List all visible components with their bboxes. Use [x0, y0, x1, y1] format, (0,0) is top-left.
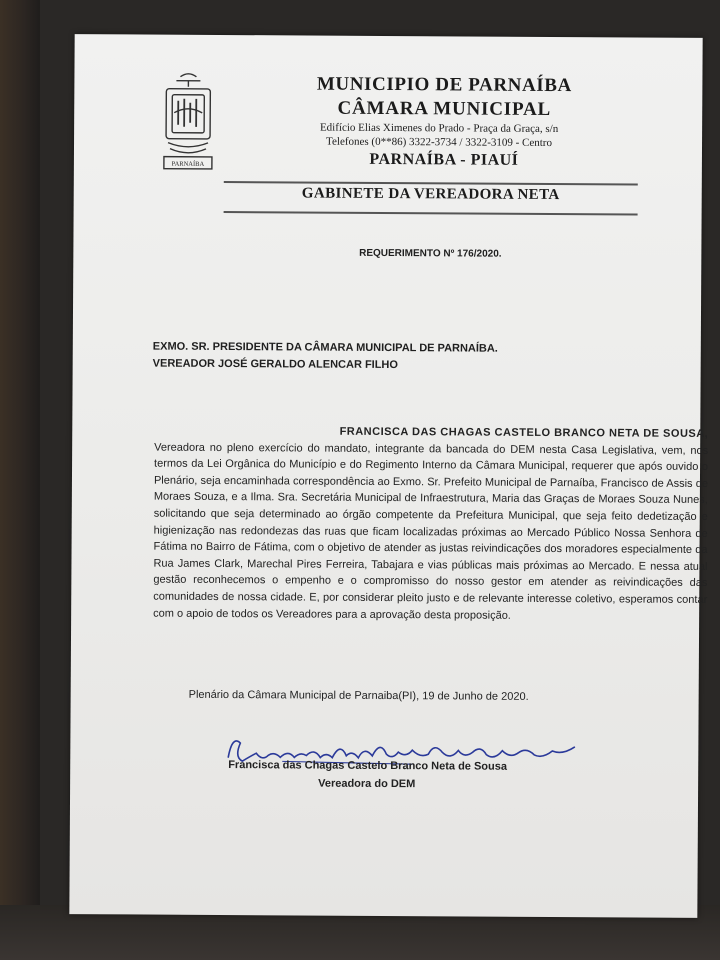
chamber-phones: Telefones (0**86) 3322-3734 / 3322-3109 - Centro	[326, 135, 553, 150]
header-rule-bottom	[224, 211, 638, 216]
request-number: REQUERIMENTO Nº 176/2020.	[359, 247, 502, 260]
signatory-name: Francisca das Chagas Castelo Branco Neta de Sousa	[228, 759, 508, 773]
table-surface-left	[0, 0, 40, 960]
city-state: PARNAÍBA - PIAUÍ	[369, 150, 519, 169]
coat-of-arms-seal	[158, 69, 219, 195]
chamber-title: CÂMARA MUNICIPAL	[337, 97, 552, 121]
request-body	[153, 423, 708, 626]
requester-name: FRANCISCA DAS CHAGAS CASTELO BRANCO NETA DE SOUSA,	[339, 425, 709, 440]
addressee-line-1: EXMO. SR. PRESIDENTE DA CÂMARA MUNICIPAL DE PARNAÍBA.	[152, 340, 498, 355]
addressee-line-2: VEREADOR JOSÉ GERALDO ALENCAR FILHO	[152, 357, 398, 372]
document-page	[69, 34, 709, 918]
request-body-text: Vereadora no pleno exercício do mandato, integrante da bancada do DEM nesta Casa Legislativa, vem, nos termos da Lei Orgânica do Município e do Regimento Interno da Câmara Municipal, requerer que após ouvido o Plenário, seja encaminhada correspondência ao Exmo. Sr. Prefeito Municipal de Parnaíba, Francisco de Assis de Moraes Souza, e a Ilma. Sra. Secretária Municipal de Infraestrutura, Maria das Graças de Moraes Souza Nunes, solicitando que seja determinado ao órgão competente da Prefeitura Municipal, que seja feito dedetização e higienização nas redondezas das ruas que ficam localizadas próximas ao Mercado Público Nossa Senhora de Fátima no Bairro de Fátima, com o objetivo de atender as justas reivindicações dos moradores especialmente da Rua James Clark, Marechal Pires Ferreira, Tabajara e vias públicas mais próximas ao Mercado. E nessa atual gestão reconhecemos o empenho e o compromisso do nosso gestor em atender as reivindicações das comunidades de nossa cidade. E, por considerar pleito justo e de relevante interesse coletivo, esperamos contar com o apoio de todos os Vereadores para a aprovação desta proposição.	[153, 441, 709, 622]
signatory-role: Vereadora do DEM	[318, 777, 416, 791]
chamber-address: Edifício Elias Ximenes do Prado - Praça da Graça, s/n	[319, 121, 559, 136]
office-title: GABINETE DA VEREADORA NETA	[301, 185, 560, 204]
municipality-title: MUNICIPIO DE PARNAÍBA	[316, 73, 572, 97]
date-line: Plenário da Câmara Municipal de Parnaiba(PI), 19 de Junho de 2020.	[188, 688, 529, 703]
seal-label: PARNAÍBA	[171, 160, 205, 168]
